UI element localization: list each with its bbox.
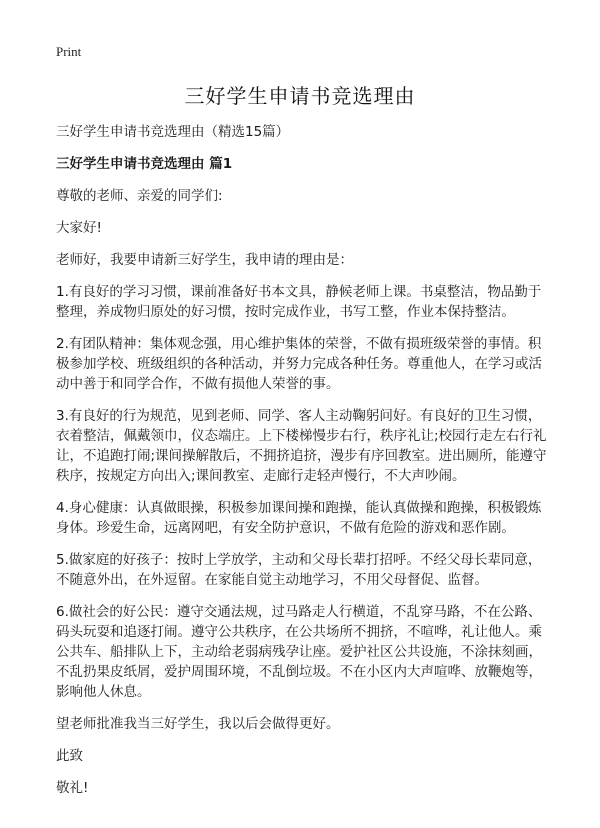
reason-paragraph: 3.有良好的行为规范，见到老师、同学、客人主动鞠躬问好。有良好的卫生习惯，衣着整洁，佩戴领巾，仪态端庄。上下楼梯慢步右行，秩序礼让;校园行走左右行礼让，不追跑打闹;课间操解散后，不拥挤追挤，漫步有序回教室。进出厕所，能遵守秩序，按规定方向出入;课间教室、走廊行走轻声慢行，不大声吵闹。 <box>56 408 547 484</box>
closing-paragraph: 望老师批准我当三好学生，我以后会做得更好。 <box>56 716 340 732</box>
salute-line: 大家好! <box>56 220 102 236</box>
reason-paragraph: 1.有良好的学习习惯，课前准备好书本文具，静候老师上课。书桌整洁，物品勤于整理，养成物归原处的好习惯，按时完成作业，书写工整，作业本保持整洁。 <box>56 284 542 320</box>
document-title: 三好学生申请书竞选理由 <box>184 84 416 108</box>
reason-paragraph: 6.做社会的好公民：遵守交通法规，过马路走人行横道，不乱穿马路，不在公路、码头玩耍和追逐打闹。遵守公共秩序，在公共场所不拥挤，不喧哗，礼让他人。乘公共车、船排队上下，主动给老弱病残孕让座。爱护社区公共设施，不涂抹刻画，不乱扔果皮纸屑，爱护周围环境，不乱倒垃圾。不在小区内大声喧哗、放鞭炮等，影响他人休息。 <box>56 604 542 700</box>
reason-paragraph: 5.做家庭的好孩子：按时上学放学，主动和父母长辈打招呼。不经父母长辈同意，不随意外出，在外逗留。在家能自觉主动地学习，不用父母督促、监督。 <box>56 552 542 588</box>
intro-paragraph: 老师好，我要申请新三好学生，我申请的理由是： <box>56 252 353 268</box>
greeting-line: 尊敬的老师、亲爱的同学们: <box>56 188 223 204</box>
print-label: Print <box>56 44 82 59</box>
document-subtitle: 三好学生申请书竞选理由（精选15篇） <box>56 124 290 140</box>
sign-off-line: 此致 <box>56 748 83 764</box>
document-body <box>56 122 552 798</box>
reason-paragraph: 4.身心健康：认真做眼操，积极参加课间操和跑操，能认真做操和跑操，积极锻炼身体。珍爱生命，远离网吧，有安全防护意识，不做有危险的游戏和恶作剧。 <box>56 500 542 536</box>
reason-paragraph: 2.有团队精神：集体观念强，用心维护集体的荣誉，不做有损班级荣誉的事情。积极参加学校、班级组织的各种活动，并努力完成各种任务。尊重他人，在学习或活动中善于和同学合作，不做有损他人荣誉的事。 <box>56 336 542 392</box>
section-heading: 三好学生申请书竞选理由 篇1 <box>56 156 233 172</box>
sign-off-salute: 敬礼! <box>56 780 89 796</box>
